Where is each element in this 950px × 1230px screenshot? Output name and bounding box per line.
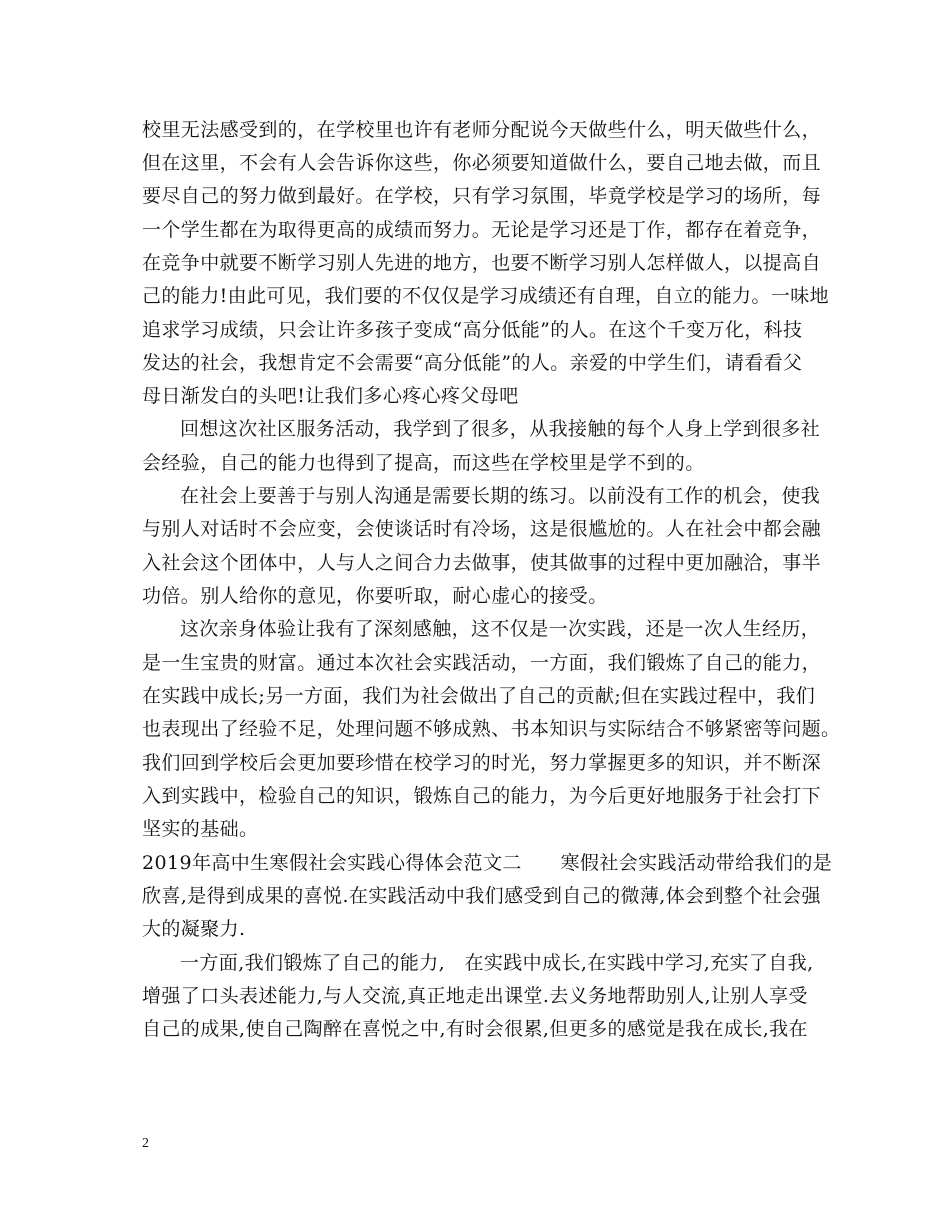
text-line: 功倍。别人给你的意见，你要听取，耐心虚心的接受。 xyxy=(142,585,608,607)
text-line: 这次亲身体验让我有了深刻感触，这不仅是一次实践，还是一次人生经历， xyxy=(180,618,821,640)
text-line: 会经验，自己的能力也得到了提高，而这些在学校里是学不到的。 xyxy=(142,452,705,474)
text-line: 一方面,我们锻炼了自己的能力, 在实践中成长,在实践中学习,充实了自我, xyxy=(180,952,814,974)
text-line: 也表现出了经验不足，处理问题不够成熟、书本知识与实际结合不够紧密等问题。 xyxy=(142,718,841,740)
text-line: 己的能力!由此可见，我们要的不仅仅是学习成绩还有自理，自立的能力。一味地 xyxy=(142,285,830,307)
text-line: 但在这里，不会有人会告诉你这些，你必须要知道做什么，要自己地去做，而且 xyxy=(142,152,822,174)
text-line: 追求学习成绩，只会让许多孩子变成“高分低能”的人。在这个千变万化，科技 xyxy=(142,319,803,341)
text-line: 自己的成果,使自己陶醉在喜悦之中,有时会很累,但更多的感觉是我在成长,我在 xyxy=(142,1018,808,1040)
text-line: 入社会这个团体中，人与人之间合力去做事，使其做事的过程中更加融洽，事半 xyxy=(142,552,822,574)
text-line: 要尽自己的努力做到最好。在学校，只有学习氛围，毕竟学校是学习的场所，每 xyxy=(142,185,822,207)
text-line: 在实践中成长;另一方面，我们为社会做出了自己的贡献;但在实践过程中，我们 xyxy=(142,685,816,707)
text-line: 校里无法感受到的，在学校里也许有老师分配说今天做些什么，明天做些什么， xyxy=(142,119,822,141)
text-line: 母日渐发白的头吧!让我们多心疼心疼父母吧 xyxy=(142,385,519,407)
text-line: 一个学生都在为取得更高的成绩而努力。无论是学习还是丁作，都存在着竞争， xyxy=(142,219,822,241)
text-line: 在社会上要善于与别人沟通是需要长期的练习。以前没有工作的机会，使我 xyxy=(180,485,821,507)
page-number: 2 xyxy=(142,1136,149,1151)
text-line: 增强了口头表述能力,与人交流,真正地走出课堂.去义务地帮助别人,让别人享受 xyxy=(142,985,808,1007)
text-line: 在竞争中就要不断学习别人先进的地方，也要不断学习别人怎样做人，以提高自 xyxy=(142,252,822,274)
text-line: 坚实的基础。 xyxy=(142,818,259,840)
text-line: 欣喜,是得到成果的喜悦.在实践活动中我们感受到自己的微薄,体会到整个社会强 xyxy=(142,885,821,907)
text-line: 回想这次社区服务活动，我学到了很多，从我接触的每个人身上学到很多社 xyxy=(180,418,821,440)
text-line: 与别人对话时不会应变，会使谈话时有冷场，这是很尴尬的。人在社会中都会融 xyxy=(142,518,822,540)
text-line: 是一生宝贵的财富。通过本次社会实践活动，一方面，我们锻炼了自己的能力， xyxy=(142,652,822,674)
text-line: 大的凝聚力. xyxy=(142,918,246,940)
text-line: 入到实践中，检验自己的知识，锻炼自己的能力，为今后更好地服务于社会打下 xyxy=(142,785,822,807)
text-line: 发达的社会，我想肯定不会需要“高分低能”的人。亲爱的中学生们，请看看父 xyxy=(142,352,803,374)
text-line: 我们回到学校后会更加要珍惜在校学习的时光，努力掌握更多的知识，并不断深 xyxy=(142,752,822,774)
text-line: 2019年高中生寒假社会实践心得体会范文二 寒假社会实践活动带给我们的是 xyxy=(142,852,833,874)
